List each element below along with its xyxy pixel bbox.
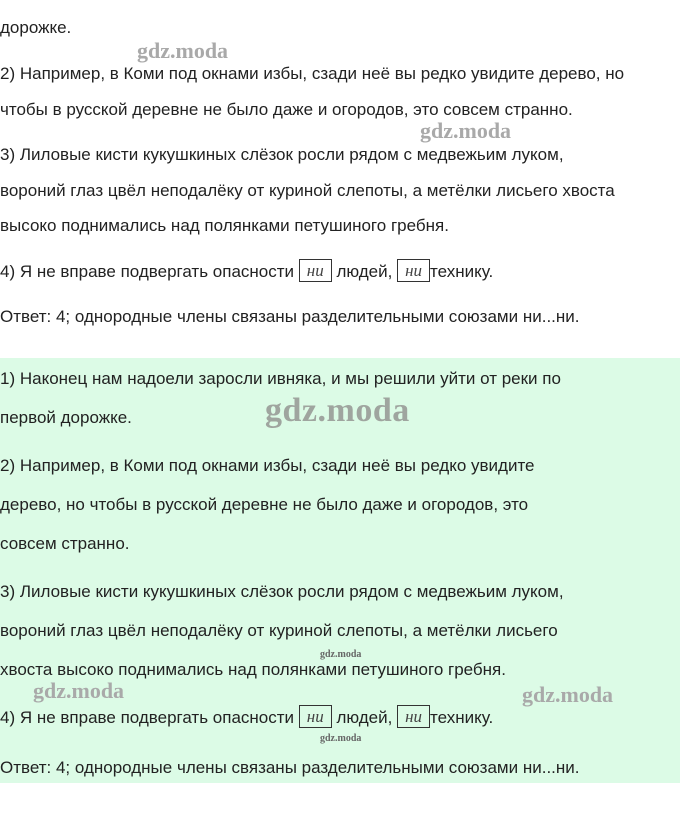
watermark: gdz.moda <box>265 392 410 429</box>
green-item4-answer-box2: ни <box>397 705 430 728</box>
top-item2-line1: 2) Например, в Коми под окнами избы, сзади неё вы редко увидите дерево, но <box>0 64 625 83</box>
top-item4-answer-box2: ни <box>397 259 430 282</box>
watermark: gdz.moda <box>522 682 614 707</box>
green-item4-text-c: технику. <box>430 708 494 727</box>
green-answer: Ответ: 4; однородные члены связаны разделительными союзами ни...ни. <box>0 758 580 777</box>
green-item2-line3: совсем странно. <box>0 534 130 553</box>
top-item3-line2: вороний глаз цвёл неподалёку от куриной слепоты, а метёлки лисьего хвоста <box>0 181 615 200</box>
top-item3-line1: 3) Лиловые кисти кукушкиных слёзок росли рядом с медвежьим луком, <box>0 145 564 164</box>
green-item1-line2: первой дорожке. <box>0 408 132 427</box>
green-item1-line1: 1) Наконец нам надоели заросли ивняка, и мы решили уйти от реки по <box>0 369 561 388</box>
top-item4-text-a: 4) Я не вправе подвергать опасности <box>0 262 295 281</box>
top-item4-text-b: людей, <box>336 262 393 281</box>
top-answer: Ответ: 4; однородные члены связаны разделительными союзами ни...ни. <box>0 307 580 326</box>
green-item4-text-b: людей, <box>336 708 393 727</box>
green-item4-line <box>0 708 493 728</box>
green-item3-line1: 3) Лиловые кисти кукушкиных слёзок росли рядом с медвежьим луком, <box>0 582 564 601</box>
top-item4-text-c: технику. <box>430 262 494 281</box>
watermark: gdz.moda <box>420 118 512 143</box>
top-item4-answer-box1: ни <box>299 259 332 282</box>
green-item4-answer-box1: ни <box>299 705 332 728</box>
green-item4-text-a: 4) Я не вправе подвергать опасности <box>0 708 295 727</box>
top-item2-line2: чтобы в русской деревне не было даже и огородов, это совсем странно. <box>0 100 573 119</box>
watermark: gdz.moda <box>137 38 229 63</box>
top-item4-line <box>0 262 493 282</box>
top-item3-line3: высоко поднимались над полянками петушиного гребня. <box>0 216 449 235</box>
watermark: gdz.moda <box>320 649 362 660</box>
watermark: gdz.moda <box>320 733 362 744</box>
green-item3-line3: хвоста высоко поднимались над полянками петушиного гребня. <box>0 660 506 679</box>
top-line-partial: дорожке. <box>0 18 72 37</box>
green-item3-line2: вороний глаз цвёл неподалёку от куриной слепоты, а метёлки лисьего <box>0 621 558 640</box>
green-item2-line2: дерево, но чтобы в русской деревне не было даже и огородов, это <box>0 495 529 514</box>
green-item2-line1: 2) Например, в Коми под окнами избы, сзади неё вы редко увидите <box>0 456 535 475</box>
watermark: gdz.moda <box>33 678 125 703</box>
